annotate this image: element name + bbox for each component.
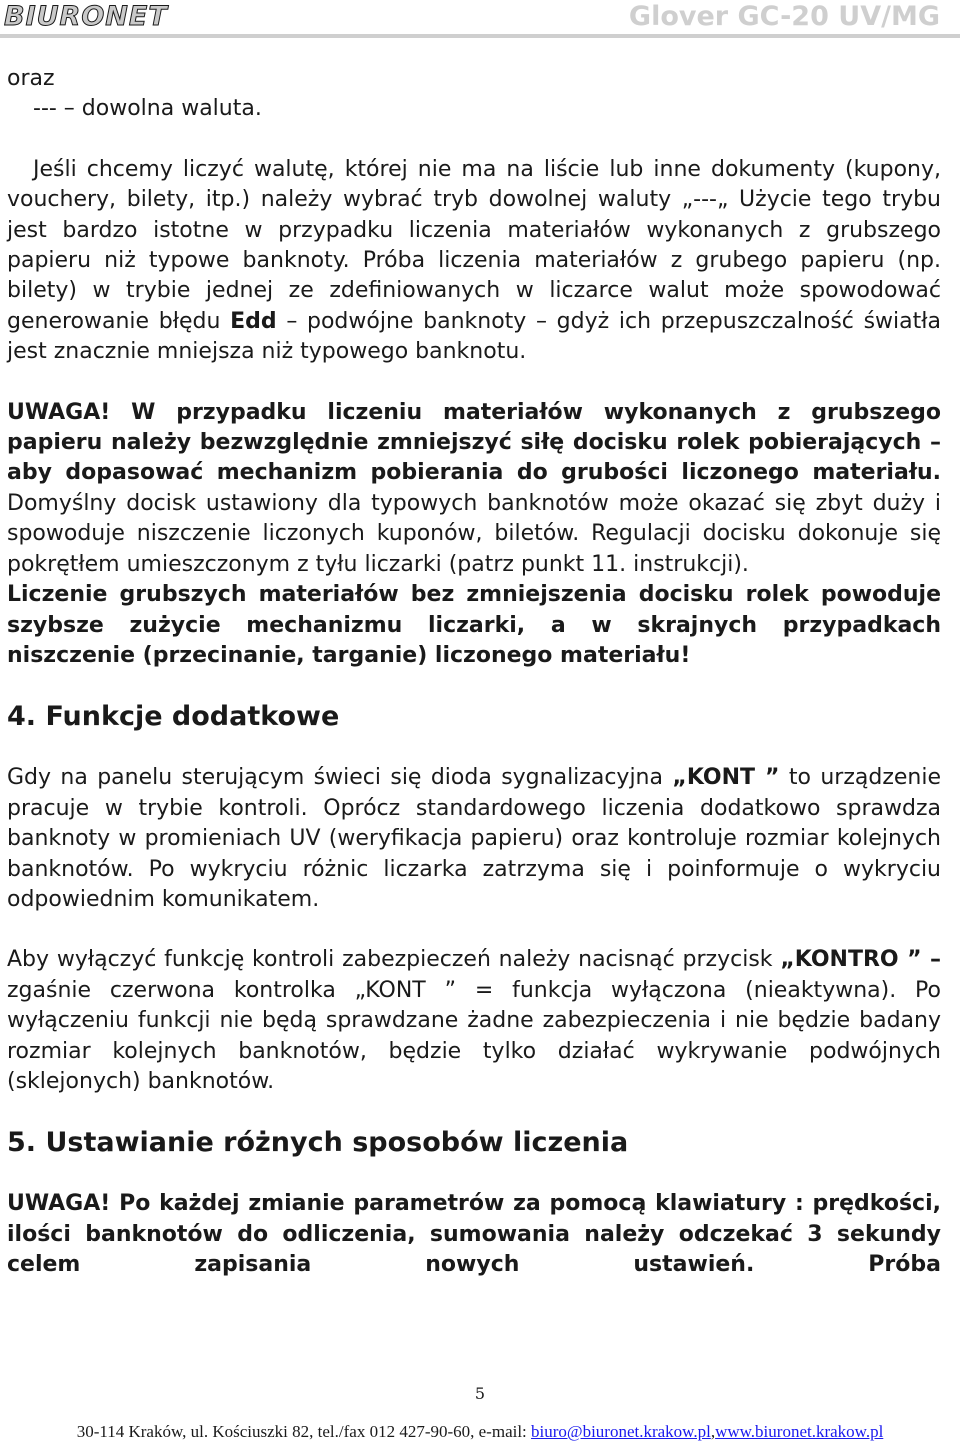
control-mode-text-a: Gdy na panelu sterującym świeci się dioda sygnalizacyjna — [7, 765, 673, 791]
document-body — [7, 64, 941, 1281]
section-heading-4: 4. Funkcje dodatkowe — [7, 701, 340, 733]
paragraph-wear-warning — [7, 580, 941, 671]
paragraph-dowolna-waluta: --- – dowolna waluta. — [33, 96, 262, 122]
wear-warning-bold: Liczenie grubszych materiałów bez zmniejszenia docisku rolek powoduje szybsze zużycie mechanizmu liczarki, a w skrajnych przypadkach niszczenie (przecinanie, targanie) liczonego materiału! — [7, 582, 941, 668]
header-divider — [0, 34, 960, 38]
paragraph-warning-settings — [7, 1189, 941, 1280]
page-header — [0, 0, 960, 34]
page-footer — [0, 1422, 960, 1442]
control-mode-text-b: to urządzenie pracuje w trybie kontroli. Oprócz standardowego liczenia dodatkowo sprawdza banknoty w promieniach UV (weryfikacja papieru) oraz kontroluje rozmiar kolejnych banknotów. Po wykryciu różnic liczarka zatrzyma się i poinformuje o wykryciu odpowiednim komunikatem. — [7, 765, 941, 912]
paragraph-oraz: oraz — [7, 66, 55, 91]
footer-address: 30-114 Kraków, ul. Kościuszki 82, tel./fax 012 427-90-60, e-mail: — [76, 1422, 532, 1441]
warning-pressure-normal: Domyślny docisk ustawiony dla typowych banknotów może okazać się zbyt duży i spowoduje niszczenie liczonych kuponów, biletów. Regulacji docisku dokonuje się pokrętłem umieszczonym z tyłu liczarki (patrz punkt 11. instrukcji). — [7, 490, 941, 577]
paragraph-warning-pressure — [7, 398, 941, 580]
paragraph-control-mode — [7, 763, 941, 915]
paragraph-currency-mode-text-a: Jeśli chcemy liczyć walutę, której nie ma na liście lub inne dokumenty (kupony, vouchery, bilety, itp.) należy wybrać tryb dowolnej waluty „---„ Użycie tego trybu jest bardzo istotne w przypadku liczenia materiałów wykonanych z grubszego papieru niż typowe banknoty. Próba liczenia materiałów z grubego papieru (np. bilety) w trybie jednej ze zdefiniowanych w liczarce walut może spowodować generowanie błędu — [7, 156, 941, 334]
paragraph-currency-mode — [7, 155, 941, 368]
footer-separator: , — [710, 1422, 716, 1441]
biuronet-logo: BIURONET — [4, 1, 168, 32]
kontro-label: „KONTRO ” – — [780, 947, 941, 973]
footer-email-link[interactable]: biuro@biuronet.krakow.pl — [531, 1422, 711, 1441]
page-number: 5 — [474, 1384, 486, 1403]
kont-label: „KONT ” — [672, 765, 780, 791]
warning-pressure-bold: UWAGA! W przypadku liczeniu materiałów wykonanych z grubszego papieru należy bezwzględnie zmniejszyć siłę docisku rolek pobierających – aby dopasować mechanizm pobierania do grubości liczonego materiału. — [7, 399, 941, 486]
model-title: Glover GC-20 UV/MG — [628, 1, 940, 32]
warning-settings-bold: UWAGA! Po każdej zmianie parametrów za pomocą klawiatury : prędkości, ilości banknotów do odliczenia, sumowania należy odczekać 3 sekundy celem zapisania nowych ustawień. Próba — [7, 1191, 941, 1278]
paragraph-currency-mode-text-b: – podwójne banknoty – gdyż ich przepuszczalność światła jest znacznie mniejsza niż typowego banknotu. — [7, 308, 942, 365]
disable-control-text-b: zgaśnie czerwona kontrolka „KONT ” = funkcja wyłączona (nieaktywna). Po wyłączeniu funkcji nie będą sprawdzane żadne zabezpieczenia i nie będzie badany rozmiar kolejnych banknotów, będzie tylko działać wykrywanie podwójnych (sklejonych) banknotów. — [7, 977, 941, 1094]
section-heading-5: 5. Ustawianie różnych sposobów liczenia — [7, 1127, 629, 1159]
disable-control-text-a: Aby wyłączyć funkcję kontroli zabezpieczeń należy nacisnąć przycisk — [7, 947, 781, 973]
paragraph-disable-control — [7, 945, 941, 1097]
footer-website-link[interactable]: www.biuronet.krakow.pl — [715, 1422, 884, 1441]
error-code-edd: Edd — [230, 308, 277, 334]
